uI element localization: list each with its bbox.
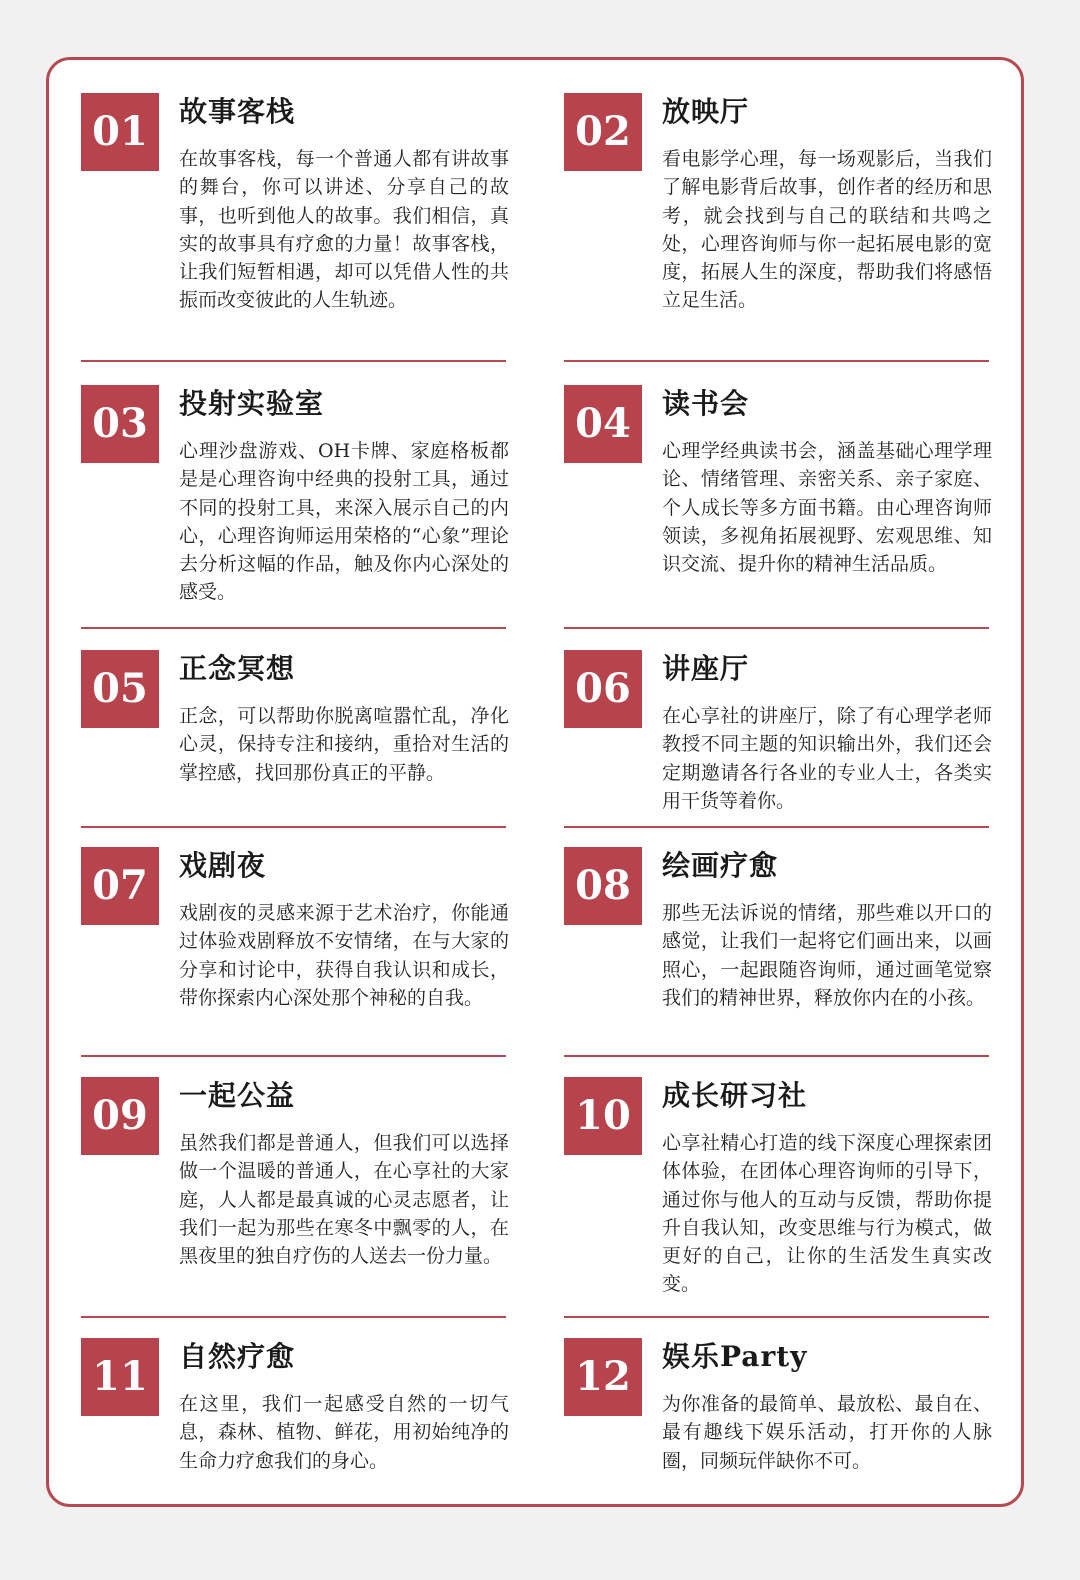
- divider: [564, 826, 989, 828]
- section-body: 虽然我们都是普通人，但我们可以选择做一个温暖的普通人，在心享社的大家庭，人人都是最真诚的心灵志愿者，让我们一起为那些在寒冬中飘零的人，在黑夜里的独自疗伤的人送去一份力量。: [179, 1132, 509, 1268]
- divider: [81, 360, 506, 362]
- section-body: 在心享社的讲座厅，除了有心理学老师教授不同主题的知识输出外，我们还会定期邀请各行各业的专业人士，各类实用干货等着你。: [662, 705, 992, 812]
- section-title: 讲座厅: [662, 652, 750, 685]
- section-title: 读书会: [662, 387, 750, 420]
- section-title: 故事客栈: [179, 95, 296, 128]
- section-body: 戏剧夜的灵感来源于艺术治疗，你能通过体验戏剧释放不安情绪，在与大家的分享和讨论中，获得自我认识和成长，带你探索内心深处那个神秘的自我。: [179, 902, 509, 1009]
- section-body: 正念，可以帮助你脱离喧嚣忙乱，净化心灵，保持专注和接纳，重拾对生活的掌控感，找回那份真正的平静。: [179, 705, 509, 784]
- divider: [81, 627, 506, 629]
- divider: [81, 1055, 506, 1057]
- section-title: 绘画疗愈: [662, 849, 779, 882]
- section-title: 自然疗愈: [179, 1340, 296, 1373]
- section-number: 07: [81, 847, 159, 925]
- divider: [81, 826, 506, 828]
- section-title: 戏剧夜: [179, 849, 267, 882]
- section-number: 11: [81, 1338, 159, 1416]
- section-number: 12: [564, 1338, 642, 1416]
- divider: [564, 1055, 989, 1057]
- section-title: 娱乐Party: [662, 1340, 808, 1373]
- section-body: 那些无法诉说的情绪，那些难以开口的感觉，让我们一起将它们画出来，以画照心，一起跟随咨询师，通过画笔觉察我们的精神世界，释放你内在的小孩。: [662, 902, 992, 1009]
- section-number: 03: [81, 385, 159, 463]
- section-number: 05: [81, 650, 159, 728]
- section-title: 投射实验室: [179, 387, 325, 420]
- section-number: 09: [81, 1077, 159, 1155]
- divider: [81, 1316, 506, 1318]
- section-title: 正念冥想: [179, 652, 296, 685]
- section-title: 成长研习社: [662, 1079, 808, 1112]
- section-body: 在故事客栈，每一个普通人都有讲故事的舞台，你可以讲述、分享自己的故事，也听到他人的故事。我们相信，真实的故事具有疗愈的力量！故事客栈，让我们短暂相遇，却可以凭借人性的共振而改变彼此的人生轨迹。: [179, 148, 509, 312]
- divider: [564, 627, 989, 629]
- section-body: 心享社精心打造的线下深度心理探索团体体验，在团体心理咨询师的引导下，通过你与他人的互动与反馈，帮助你提升自我认知，改变思维与行为模式，做更好的自己，让你的生活发生真实改变。: [662, 1132, 992, 1296]
- section-body: 为你准备的最简单、最放松、最自在、最有趣线下娱乐活动，打开你的人脉圈，同频玩伴缺你不可。: [662, 1393, 992, 1472]
- section-number: 10: [564, 1077, 642, 1155]
- section-body: 心理沙盘游戏、OH卡牌、家庭格板都是是心理咨询中经典的投射工具，通过不同的投射工具，来深入展示自己的内心，心理咨询师运用荣格的“心象”理论去分析这幅的作品，触及你内心深处的感受。: [179, 440, 509, 604]
- section-number: 06: [564, 650, 642, 728]
- section-body: 心理学经典读书会，涵盖基础心理学理论、情绪管理、亲密关系、亲子家庭、个人成长等多方面书籍。由心理咨询师领读，多视角拓展视野、宏观思维、知识交流、提升你的精神生活品质。: [662, 440, 992, 576]
- section-number: 04: [564, 385, 642, 463]
- section-title: 放映厅: [662, 95, 750, 128]
- section-number: 01: [81, 93, 159, 171]
- section-number: 02: [564, 93, 642, 171]
- section-body: 看电影学心理，每一场观影后，当我们了解电影背后故事，创作者的经历和思考，就会找到与自己的联结和共鸣之处，心理咨询师与你一起拓展电影的宽度，拓展人生的深度，帮助我们将感悟立足生活。: [662, 148, 992, 312]
- divider: [564, 1316, 989, 1318]
- section-body: 在这里，我们一起感受自然的一切气息，森林、植物、鲜花，用初始纯净的生命力疗愈我们的身心。: [179, 1393, 509, 1472]
- section-number: 08: [564, 847, 642, 925]
- section-title: 一起公益: [179, 1079, 296, 1112]
- divider: [564, 360, 989, 362]
- content-card: [46, 57, 1024, 1507]
